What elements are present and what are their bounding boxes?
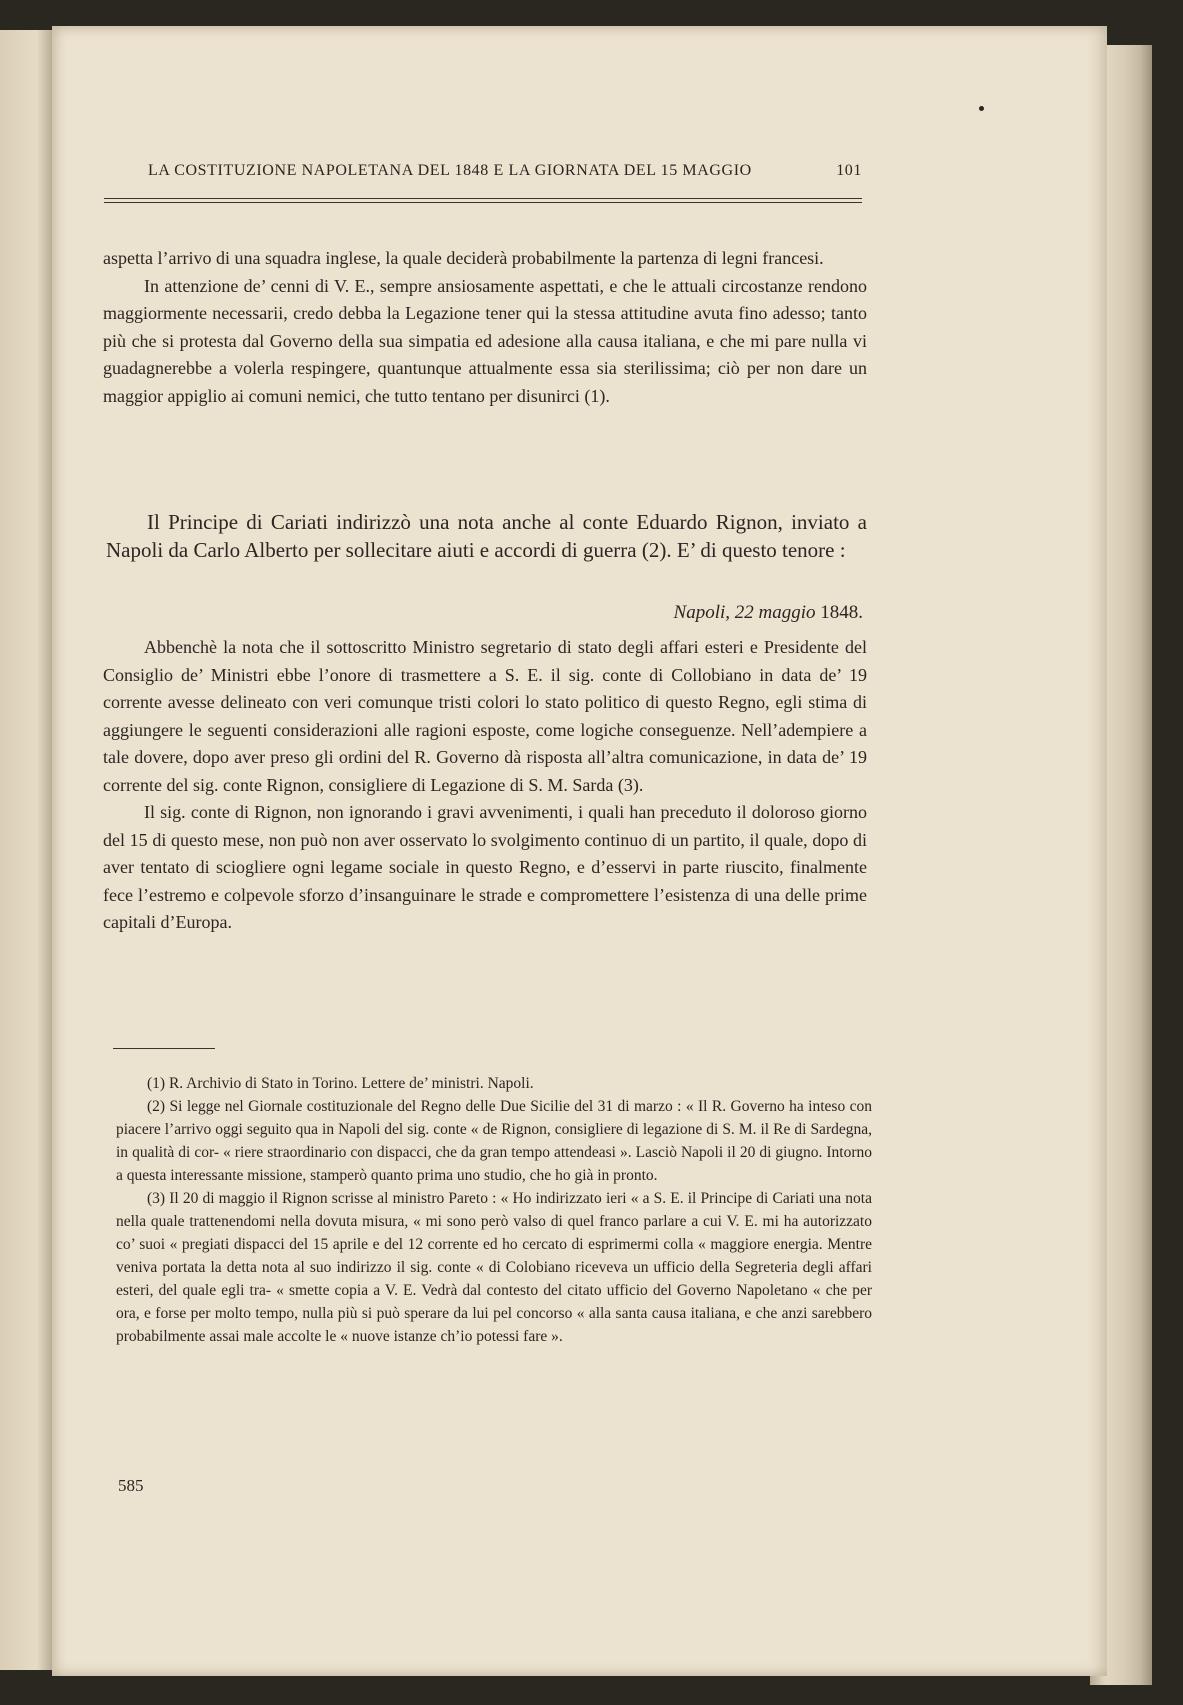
ink-speck xyxy=(979,106,984,111)
narrative-paragraph xyxy=(106,508,867,564)
printer-signature-mark: 585 xyxy=(118,1476,144,1495)
footnote-3: (3) Il 20 di maggio il Rignon scrisse al ministro Pareto : « Ho indirizzato ieri « a S. E. il Principe di Cariati una nota nella quale trattenendomi nella dovuta misura, « mi sono però valso di quel franco parlare a cui V. E. mi ha autorizzato co’ suoi « pregiati dispacci del 15 aprile e del 12 corrente ed ho cercato di esprimermi colla « maggiore energia. Mentre veniva portata la detta nota al suo indirizzo il sig. conte « di Colobiano riceveva un ufficio della Segreteria degli affari esteri, del quale egli tra- « smette copia a V. E. Vedrà dal contesto del citato ufficio del Governo Napoletano « che per ora, e forse per molto tempo, nulla più si può sperare da lui pel concorso « alla santa causa italiana, e che anzi sarebbero probabilmente assai male accolte le « nuove istanze ch’io potessi fare ». xyxy=(116,1190,872,1345)
footnotes xyxy=(116,1072,872,1348)
letter-continuation xyxy=(103,245,867,410)
paragraph: Abbenchè la nota che il sottoscritto Ministro segretario di stato degli affari esteri e Presidente del Consiglio de’ Ministri ebbe l’onore di trasmettere a S. E. il sig. conte di Collobiano in data de’ 19 corrente avesse delineato con veri comunque tristi colori lo stato politico di questo Regno, egli stima di aggiungere le seguenti considerazioni alle ragioni esposte, come logiche conseguenze. Nell’adempiere a tale dovere, dopo aver preso gli ordini del R. Governo dà risposta all’altra comunicazione, in data de’ 19 corrente del sig. conte Rignon, consigliere di Legazione di S. M. Sarda (3). xyxy=(103,637,867,795)
paragraph: Il sig. conte di Rignon, non ignorando i gravi avvenimenti, i quali han preceduto il doloroso giorno del 15 di questo mese, non può non aver osservato lo svolgimento continuo di un partito, il quale, dopo di aver tentato di sciogliere ogni legame sociale in questo Regno, e d’esservi in parte riuscito, finalmente fece l’estremo e colpevole sforzo d’insanguinare le strade e compromettere l’esistenza di una delle prime capitali d’Europa. xyxy=(103,802,867,932)
dateline-place-date: Napoli, 22 maggio xyxy=(673,602,816,623)
paragraph: Il Principe di Cariati indirizzò una nota anche al conte Eduardo Rignon, inviato a Napoli da Carlo Alberto per sollecitare aiuti e accordi di guerra (2). E’ di questo tenore : xyxy=(106,510,867,562)
footnote-1: (1) R. Archivio di Stato in Torino. Lettere de’ ministri. Napoli. xyxy=(147,1075,534,1092)
facing-page-edge xyxy=(0,30,52,1670)
footnote-2: (2) Si legge nel Giornale costituzionale del Regno delle Due Sicilie del 31 di marzo : « Il R. Governo ha inteso con piacere l’arrivo oggi seguito qua in Napoli del sig. conte « de Rignon, consigliere di legazione di S. M. il Re di Sardegna, in qualità di cor- « riere straordinario con dispacci, che da gran tempo attendeasi ». Lasciò Napoli il 20 di giugno. Intorno a questa interessante missione, stamperò quanto prima uno studio, che ho già in pronto. xyxy=(116,1098,872,1184)
page-number: 101 xyxy=(836,162,862,179)
running-header xyxy=(148,162,862,180)
note-text xyxy=(103,634,867,937)
header-rule xyxy=(104,198,862,203)
running-title: LA COSTITUZIONE NAPOLETANA DEL 1848 E LA GIORNATA DEL 15 MAGGIO xyxy=(148,162,752,179)
dateline-year: 1848. xyxy=(820,602,863,623)
footnote-rule xyxy=(113,1048,215,1049)
paragraph: aspetta l’arrivo di una squadra inglese, la quale deciderà probabilmente la partenza di legni francesi. xyxy=(103,248,824,268)
paragraph: In attenzione de’ cenni di V. E., sempre ansiosamente aspettati, e che le attuali circostanze rendono maggiormente necessarii, credo debba la Legazione tener qui la stessa attitudine avuta fino adesso; tanto più che si protesta dal Governo della sua simpatia ed adesione alla causa italiana, e che mi pare nulla vi guadagnerebbe a volerla respingere, quantunque attualmente essa sia sterilissima; ciò per non dare un maggior appiglio ai comuni nemici, che tutto tentano per disunirci (1). xyxy=(103,275,867,406)
dateline xyxy=(674,602,863,624)
